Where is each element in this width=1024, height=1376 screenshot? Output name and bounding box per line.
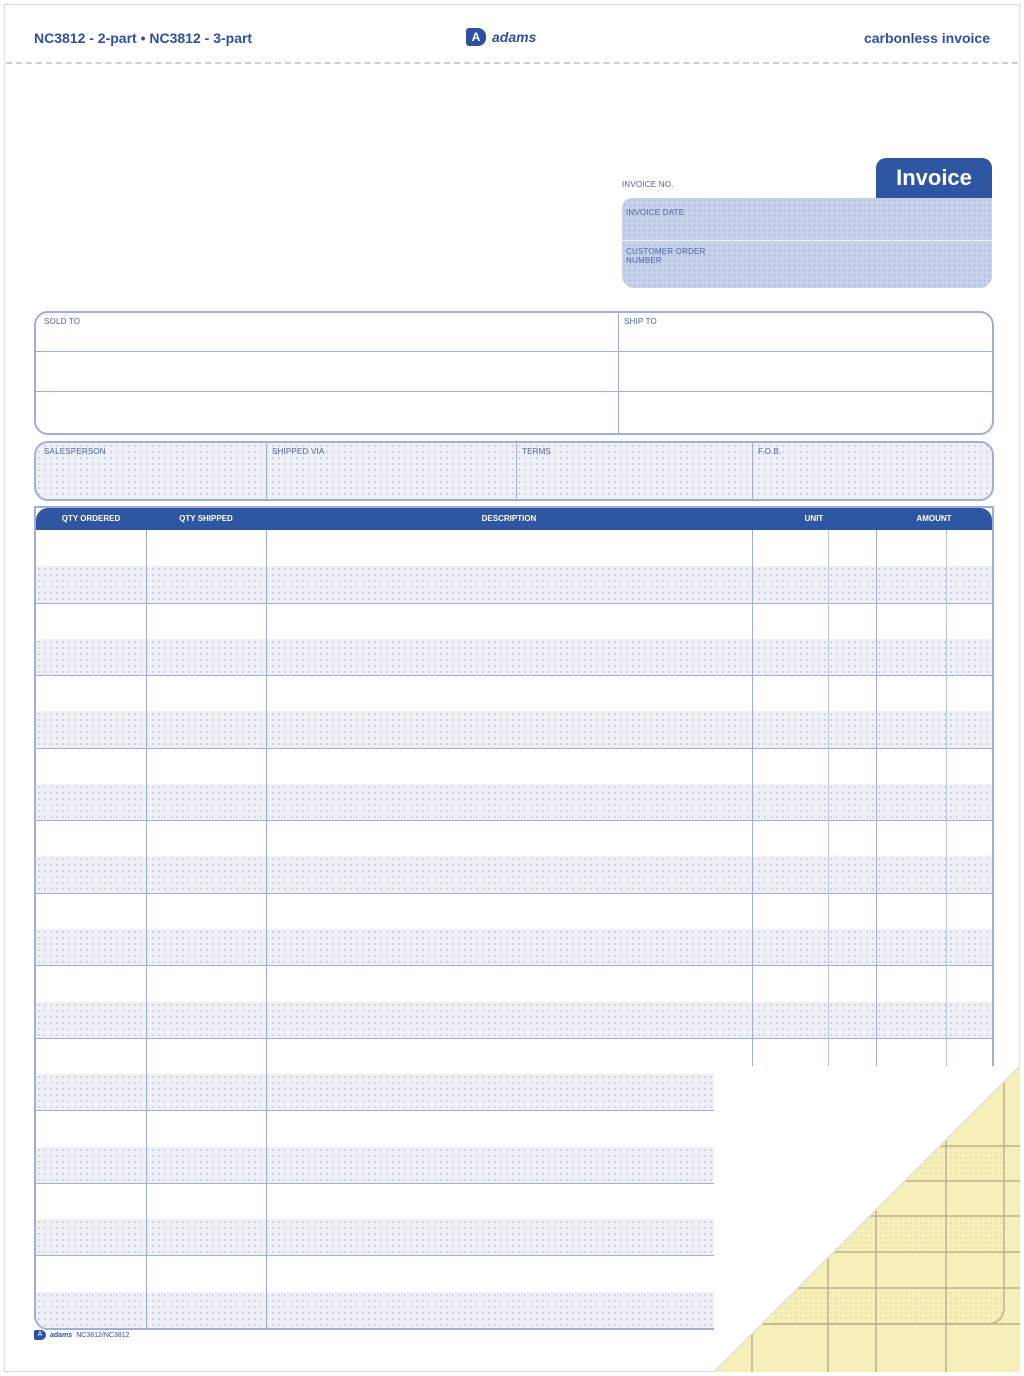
footer-code: NC3812/NC3812 (76, 1331, 130, 1339)
col-qty-shipped: QTY SHIPPED (179, 514, 233, 523)
table-row (36, 639, 992, 676)
sold-to-label: SOLD TO (44, 317, 81, 326)
table-row (36, 965, 992, 1002)
meta-divider (752, 443, 753, 499)
footer-brand-name: adams (50, 1331, 73, 1339)
shipping-terms-section (34, 441, 994, 501)
customer-order-label: CUSTOMER ORDER NUMBER (626, 247, 706, 265)
shipped-via-label: SHIPPED VIA (272, 447, 325, 456)
table-row (36, 856, 992, 893)
terms-label: TERMS (522, 447, 551, 456)
table-row (36, 748, 992, 785)
address-line (36, 351, 992, 352)
column-divider (266, 530, 267, 1328)
col-unit: UNIT (804, 514, 824, 523)
ship-to-label: SHIP TO (624, 317, 657, 326)
table-row (36, 893, 992, 930)
brand-logo (466, 28, 536, 46)
table-row (36, 603, 992, 640)
address-line (36, 391, 992, 392)
table-header (36, 508, 992, 530)
table-row (36, 566, 992, 603)
invoice-no-label: INVOICE NO. (622, 180, 674, 189)
table-row (36, 711, 992, 748)
invoice-date-label: INVOICE DATE (626, 208, 685, 217)
carbon-copy-page-curl (714, 1066, 1020, 1372)
table-row (36, 929, 992, 966)
brand-name: adams (492, 29, 537, 45)
col-description: DESCRIPTION (481, 514, 537, 523)
invoice-title: Invoice (876, 158, 992, 198)
adams-logo-icon: A (34, 1330, 46, 1340)
invoice-box-divider (622, 240, 992, 241)
table-row (36, 784, 992, 821)
col-amount: AMOUNT (916, 514, 952, 523)
perforation-line (6, 62, 1018, 64)
col-qty-ordered: QTY ORDERED (61, 514, 121, 523)
table-row (36, 530, 992, 567)
meta-divider (516, 443, 517, 499)
table-row (36, 675, 992, 712)
salesperson-label: SALESPERSON (44, 447, 106, 456)
address-section (34, 311, 994, 435)
column-divider (146, 530, 147, 1328)
fob-label: F.O.B. (758, 447, 782, 456)
footer-brand (34, 1330, 130, 1340)
table-row (36, 1002, 992, 1039)
meta-divider (266, 443, 267, 499)
invoice-info-box (622, 198, 992, 288)
product-codes: NC3812 - 2-part • NC3812 - 3-part (34, 30, 253, 46)
form-type: carbonless invoice (863, 30, 990, 46)
address-divider (618, 313, 619, 433)
adams-logo-icon: A (466, 28, 486, 46)
table-row (36, 820, 992, 857)
